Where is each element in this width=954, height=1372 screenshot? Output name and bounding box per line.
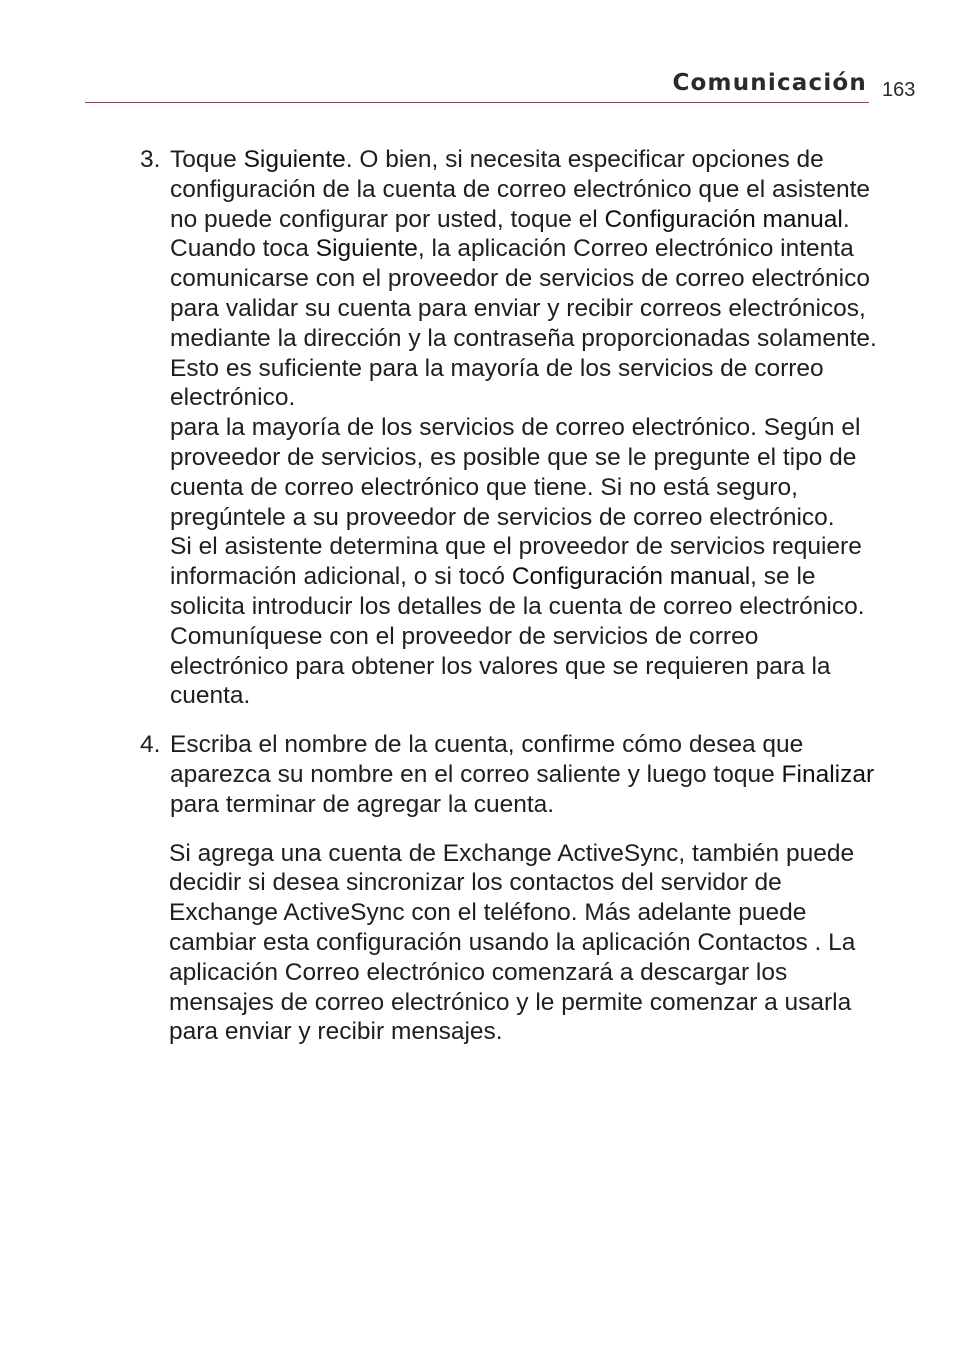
step-number: 3.: [140, 146, 161, 173]
step-4: [140, 730, 880, 819]
text-run: .: [842, 205, 850, 233]
ui-term-siguiente: Siguiente: [315, 235, 418, 263]
ui-term-siguiente: Siguiente: [243, 146, 346, 173]
step-3-paragraph-3: para la mayoría de los servicios de correo electrónico. Según el proveedor de servicios, es posible que se le pregunte el tipo de cuenta de correo electrónico que tiene. Si no está seguro, pregúntele a su proveedor de servicios de correo electrónico.: [170, 414, 861, 531]
step-4-paragraph-1: [170, 730, 880, 819]
exchange-note-paragraph: Si agrega una cuenta de Exchange ActiveSync, también puede decidir si desea sincronizar los contactos del servidor de Exchange ActiveSync con el teléfono. Más adelante puede cambiar esta configuración usando la aplicación Contactos . La aplicación Correo electrónico comenzará a descargar los mensajes de correo electrónico y le permite comenzar a usarla para enviar y recibir mensajes.: [169, 839, 856, 1046]
header-rule: [85, 102, 869, 103]
step-3-paragraph-2: [170, 234, 880, 413]
step-3: [140, 145, 880, 711]
ui-term-finalizar: Finalizar: [781, 760, 875, 788]
text-run: , la aplicación Correo electrónico intenta comunicarse con el proveedor de servicios de correo electrónico para validar su cuenta para enviar y recibir correos electrónicos, mediante la dirección y la contraseña proporcionadas solamente. Esto es suficiente para la mayoría de los servicios de correo electrónico.: [170, 235, 877, 412]
text-run: Cuando toca: [170, 235, 316, 263]
text-run: para terminar de agregar la cuenta.: [170, 790, 555, 818]
step-3-paragraph-4: [170, 532, 880, 711]
page-header: [0, 0, 954, 110]
page-number: 163: [882, 79, 916, 101]
text-run: , se le solicita introducir los detalles de la cuenta de correo electrónico. Comuníquese con el proveedor de servicios de correo electrónico para obtener los valores que se requieren para la cuenta.: [170, 563, 865, 710]
ui-term-configuracion-manual: Configuración manual: [604, 205, 843, 233]
ui-term-configuracion-manual: Configuración manual: [511, 563, 751, 591]
step-number: 4.: [140, 731, 161, 759]
page-body: [140, 145, 880, 1047]
section-title: Comunicación: [672, 70, 867, 96]
text-run: Escriba el nombre de la cuenta, confirme cómo desea que aparezca su nombre en el correo saliente y luego toque: [170, 731, 804, 788]
text-run: . O bien, si necesita especificar opciones de configuración de la cuenta de correo electrónico que el asistente no puede configurar por usted, toque el: [170, 146, 871, 233]
step-3-paragraph-1: [170, 145, 880, 234]
text-run: Si el asistente determina que el proveedor de servicios requiere información adicional, o si tocó: [170, 533, 862, 591]
text-run: Toque: [170, 146, 244, 173]
